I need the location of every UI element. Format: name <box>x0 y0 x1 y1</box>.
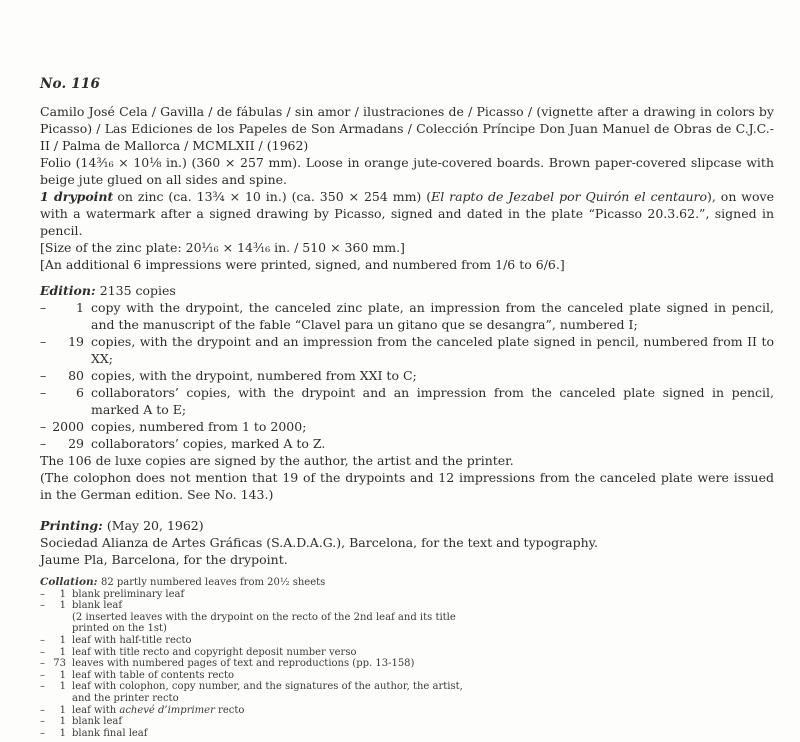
leaf-count: 1 <box>59 704 66 716</box>
collation-item-text-pre: leaf with <box>72 704 120 716</box>
dash-bullet: – <box>40 385 47 400</box>
copy-count: 2000 <box>52 419 84 434</box>
collation-item-text: leaf with title recto and copyright deposit number verso <box>72 646 357 658</box>
copy-count: 1 <box>76 300 84 315</box>
dash-bullet: – <box>40 600 45 612</box>
dash-bullet: – <box>40 716 45 728</box>
format-line: Folio (14³⁄₁₆ × 10¹⁄₈ in.) (360 × 257 mm). Loose in orange jute-covered boards. Brown paper-covered slipcase with beige jute glued on all sides and spine. <box>40 155 774 187</box>
collation-item <box>40 681 474 704</box>
dash-bullet: – <box>40 368 47 383</box>
edition-item-text: copies, numbered from 1 to 2000; <box>91 419 307 434</box>
dash-bullet: – <box>40 704 45 716</box>
printing-section <box>40 517 774 568</box>
copy-count: 29 <box>68 436 84 451</box>
collation-section <box>40 577 474 739</box>
collation-item-text: leaf with table of contents recto <box>72 669 235 681</box>
collation-summary: 82 partly numbered leaves from 20¹⁄₂ sheets <box>100 577 326 588</box>
leaf-count: 1 <box>59 716 66 728</box>
edition-item-text: copies, with the drypoint and an impression from the canceled plate signed in pencil, numbered from II to XX; <box>91 334 774 366</box>
additional-impressions-note: [An additional 6 impressions were printed, signed, and numbered from 1/6 to 6/6.] <box>40 257 565 272</box>
collation-item <box>40 600 474 612</box>
description-block <box>40 103 774 273</box>
copy-count: 80 <box>68 368 84 383</box>
collation-item <box>40 728 474 740</box>
collation-insert-note: (2 inserted leaves with the drypoint on the recto of the 2nd leaf and its title printed on the 1st) <box>72 611 456 635</box>
edition-total: 2135 copies <box>99 283 176 298</box>
dash-bullet: – <box>40 646 45 658</box>
dash-bullet: – <box>40 436 47 451</box>
collation-item <box>40 589 474 601</box>
edition-heading: Edition: <box>40 283 96 298</box>
printing-line-drypoint: Jaume Pla, Barcelona, for the drypoint. <box>40 552 288 567</box>
printing-heading-line <box>40 517 774 534</box>
dash-bullet: – <box>40 300 47 315</box>
edition-item-text: copy with the drypoint, the canceled zinc plate, an impression from the canceled plate signed in pencil, and the manuscript of the fable “Clavel para un gitano que se desangra”, numbered I; <box>91 300 774 332</box>
leaf-count: 1 <box>59 646 66 658</box>
edition-item <box>40 418 774 435</box>
leaf-count: 1 <box>59 669 66 681</box>
collation-heading-line <box>40 577 474 589</box>
drypoint-lead: 1 drypoint <box>40 189 114 204</box>
copy-count: 19 <box>68 334 84 349</box>
catalog-number: No. 116 <box>40 76 101 92</box>
collation-item <box>40 705 474 717</box>
printing-heading: Printing: <box>40 518 103 533</box>
drypoint-text-after: ), on wove with a watermark after a signed drawing by Picasso, signed and dated in the plate “Picasso 20.3.62.”, signed in pencil. <box>40 189 774 238</box>
leaf-count: 1 <box>59 727 66 739</box>
printing-line-typography: Sociedad Alianza de Artes Gráficas (S.A.D.A.G.), Barcelona, for the text and typography. <box>40 535 599 550</box>
dash-bullet: – <box>40 419 47 434</box>
plate-size-note: [Size of the zinc plate: 20¹⁄₁₆ × 14³⁄₁₆ in. / 510 × 360 mm.] <box>40 240 405 255</box>
dash-bullet: – <box>40 334 47 349</box>
collation-item-text-post: recto <box>214 704 245 716</box>
collation-item-text: leaf with colophon, copy number, and the signatures of the author, the artist, and the printer recto <box>72 681 463 704</box>
title-transcription: Camilo José Cela / Gavilla / de fábulas / sin amor / ilustraciones de / Picasso / (vignette after a drawing in colors by Picasso) / Las Ediciones de los Papeles de Son Armadans / Colección Príncipe Don Juan Manuel de Obras de C.J.C.-II / Palma de Mallorca / MCMLXII / (1962) <box>40 104 774 153</box>
deluxe-note: The 106 de luxe copies are signed by the author, the artist and the printer. <box>40 453 514 468</box>
collation-item <box>40 716 474 728</box>
collation-heading: Collation: <box>40 576 98 588</box>
edition-item <box>40 435 774 452</box>
collation-item <box>40 635 474 647</box>
colophon-note: (The colophon does not mention that 19 of the drypoints and 12 impressions from the canceled plate were issued in the German edition. See No. 143.) <box>40 470 774 502</box>
collation-item-text: blank final leaf <box>72 727 148 739</box>
print-title: El rapto de Jezabel por Quirón el centauro <box>431 189 708 204</box>
collation-item <box>40 647 474 659</box>
edition-item <box>40 367 774 384</box>
dash-bullet: – <box>40 634 45 646</box>
drypoint-text-before: on zinc (ca. 13³⁄₄ × 10 in.) (ca. 350 × 254 mm) ( <box>117 189 432 204</box>
edition-item <box>40 299 774 333</box>
collation-item-text: blank preliminary leaf <box>72 588 185 600</box>
dash-bullet: – <box>40 588 45 600</box>
dash-bullet: – <box>40 669 45 681</box>
edition-item-text: collaborators’ copies, with the drypoint and an impression from the canceled plate signed in pencil, marked A to E; <box>91 385 774 417</box>
collation-item <box>40 658 474 670</box>
leaf-count: 1 <box>59 600 66 612</box>
collation-item-text: blank leaf <box>72 716 123 728</box>
collation-item <box>40 670 474 682</box>
collation-item-text: leaf with half-title recto <box>72 634 192 646</box>
drypoint-line <box>40 188 774 239</box>
printing-date: (May 20, 1962) <box>106 518 204 533</box>
dash-bullet: – <box>40 658 45 670</box>
edition-item <box>40 333 774 367</box>
acheve-imprimer-italic: achevé d’imprimer <box>119 704 215 716</box>
edition-heading-line <box>40 282 774 299</box>
leaf-count: 73 <box>53 658 66 670</box>
edition-item <box>40 384 774 418</box>
dash-bullet: – <box>40 681 45 693</box>
leaf-count: 1 <box>59 634 66 646</box>
collation-item-text <box>66 705 474 717</box>
leaf-count: 1 <box>59 588 66 600</box>
collation-item-text: blank leaf <box>72 600 123 612</box>
edition-section <box>40 282 774 503</box>
collation-item-text: leaves with numbered pages of text and reproductions (pp. 13-158) <box>72 658 415 670</box>
edition-item-text: copies, with the drypoint, numbered from XXI to C; <box>91 368 417 383</box>
edition-item-text: collaborators’ copies, marked A to Z. <box>91 436 326 451</box>
leaf-count: 1 <box>59 681 66 693</box>
copy-count: 6 <box>76 385 84 400</box>
dash-bullet: – <box>40 727 45 739</box>
